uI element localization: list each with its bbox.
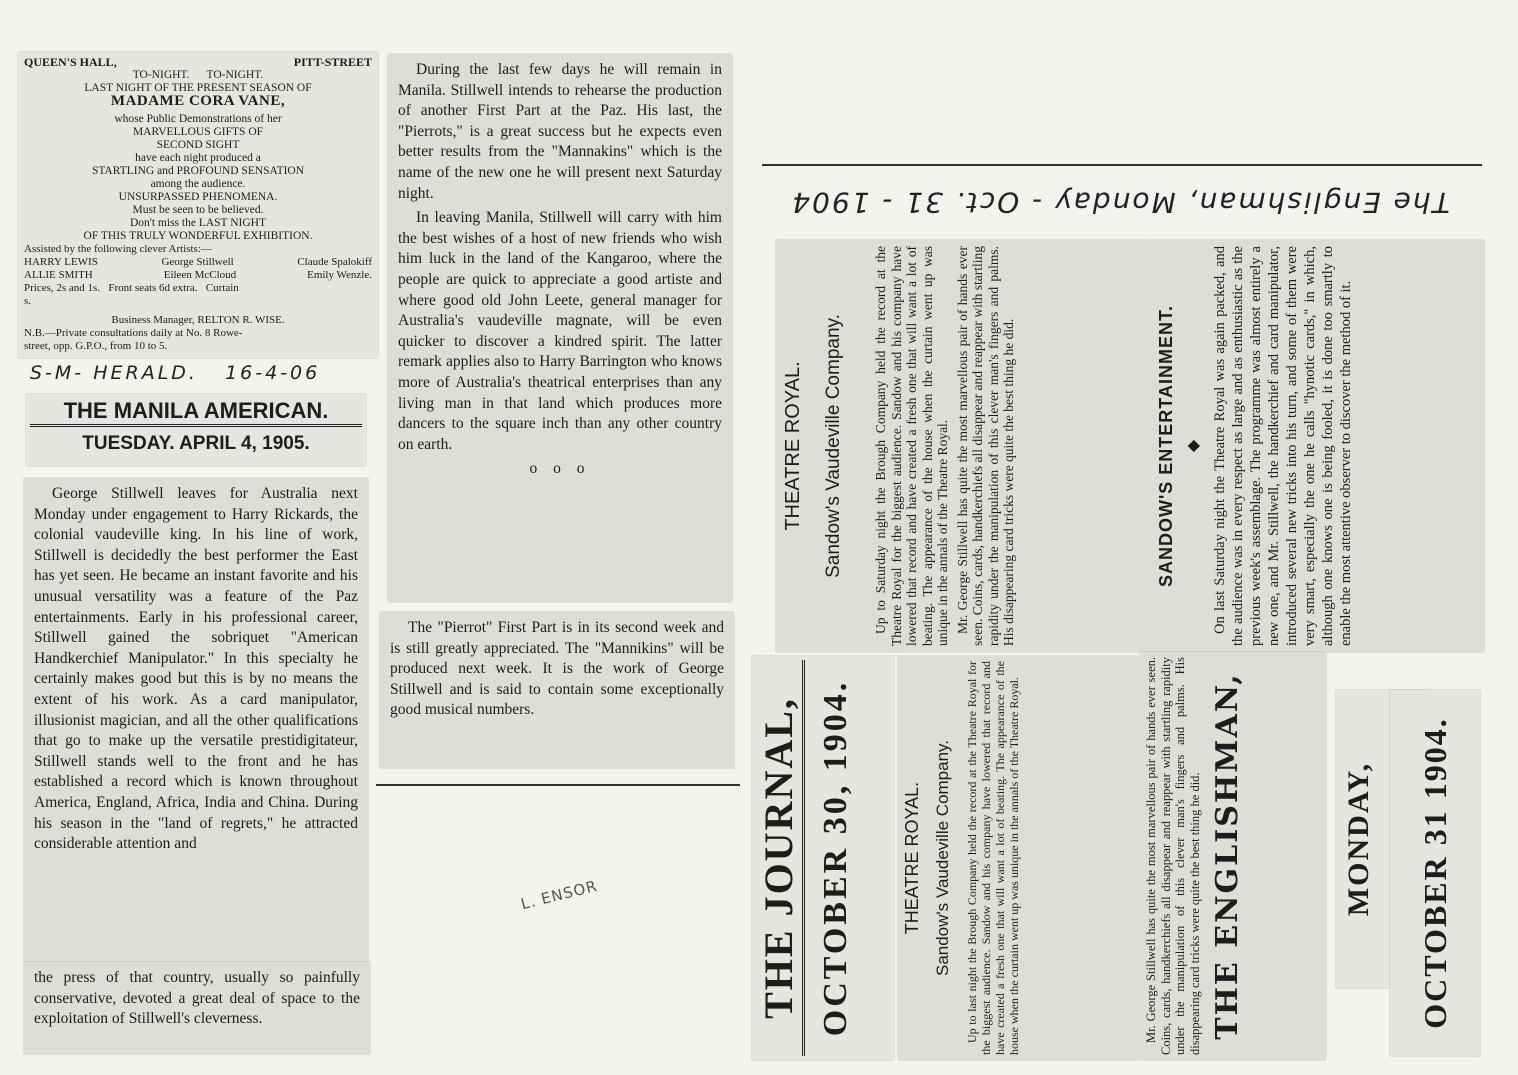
article-paragraph: Up to last night the Brough Company held the record at the Theatre Royal for the biggest audience. Sandow and his company have lowered that record and have created a fresh one that will want a lot of beating. The appearance of the house when the curtain went up was unique in the annals of the Theatre Royal. [965, 661, 1021, 1055]
stillwell-article-col2 [388, 54, 732, 602]
sandow-entertainment-clipping [1150, 240, 1484, 652]
theatre-royal-text [1144, 657, 1202, 1055]
advert-street: PITT-STREET [293, 55, 372, 69]
divider-line [762, 164, 1482, 166]
journal-masthead [752, 656, 894, 1060]
manila-masthead [26, 394, 366, 466]
englishman-annotation: The Englishman, Monday - Oct. 31 - 1904 [790, 186, 1450, 219]
ensor-stamp: L. ENSOR [518, 876, 600, 914]
advert-gifts: MARVELLOUS GIFTS OF [132, 126, 264, 138]
article-paragraph: Mr. George Stillwell has quite the most marvellous pair of hands ever seen. Coins, cards, handkerchiefs all disappear and reappear with startling rapidity under the manipulation of this clever man's fingers and palms. His disappearing card tricks were quite the best thing he did. [954, 246, 1016, 646]
advert-unsurpassed: UNSURPASSED PHENOMENA. [118, 191, 278, 203]
englishman-title: THE ENGLISHMAN, [1210, 672, 1245, 1040]
advert-believed: Must be seen to be believed. [132, 204, 264, 216]
stillwell-article-col1 [24, 478, 368, 962]
article-ornament: o o o [529, 460, 591, 478]
artist-name: George Stillwell [161, 256, 234, 268]
rotated-content [902, 661, 1134, 1055]
advert-dont-miss: Don't miss the LAST NIGHT [129, 217, 267, 229]
rotated-content [1400, 693, 1470, 1053]
advert-exhibition: OF THIS TRULY WONDERFUL EXHIBITION. [83, 230, 313, 242]
theatre-royal-heading: THEATRE ROYAL. [902, 781, 922, 935]
artist-name: ALLIE SMITH [24, 269, 93, 281]
article-paragraph: Mr. George Stillwell has quite the most marvellous pair of hands ever seen. Coins, cards, handkerchiefs all disappear and reappear with startling rapidity under the manipulation of this clever man's fingers and palms. His disappearing card tricks were quite the best thing he did. [1144, 657, 1202, 1055]
rotated-content [782, 246, 1142, 646]
sandow-text [1211, 246, 1355, 646]
sandow-heading: SANDOW'S ENTERTAINMENT. [1156, 305, 1176, 587]
monday-label: MONDAY, [1342, 761, 1375, 917]
advert-venue: QUEEN'S HALL, [24, 55, 117, 69]
artist-name: Claude Spalokiff [297, 256, 372, 268]
advert-nb-end: street, opp. G.P.O., from 10 to 5. [24, 340, 168, 352]
advert-sensation: STARTLING and PROFOUND SENSATION [91, 165, 305, 177]
divider-line [376, 784, 740, 786]
stillwell-article-continued [24, 962, 370, 1054]
advert-tonight: TO-NIGHT. TO-NIGHT. [132, 69, 264, 81]
rotated-content [755, 660, 891, 1056]
manila-title: THE MANILA AMERICAN. [30, 394, 362, 427]
stillwell-article-col2-end [380, 612, 734, 768]
article-paragraph: In leaving Manila, Stillwell will carry with him the best wishes of a host of new friends who wish him luck in the land of the Kangaroo, where the people are quick to appreciate a good artiste and where good old John Leete, general manager for Australia's vaudeville magnate, will be even quicker to discover a kindred spirit. The latter remark applies also to Harry Barrington who knows more of Australia's theatrical enterprises than any living man in that land which produces more dancers to the square inch than any other country on earth. [398, 209, 722, 453]
theatre-royal-heading: THEATRE ROYAL. [782, 361, 804, 531]
article-paragraph: The "Pierrot" First Part is in its second week and is still greatly appreciated. The "Mannikins" will be produced next week. It is the work of George Stillwell and is said to contain some exceptionally good musical numbers. [390, 619, 724, 719]
advert-last-night: LAST NIGHT OF THE PRESENT SEASON OF [84, 82, 312, 94]
advert-assisted: Assisted by the following clever Artists:— [24, 243, 212, 255]
advert-second-sight: SECOND SIGHT [156, 139, 240, 151]
herald-annotation: S-M- HERALD. 16-4-06 [30, 362, 321, 384]
manila-date: TUESDAY. APRIL 4, 1905. [82, 433, 310, 454]
advert-nb: N.B.—Private consultations daily at No. 8 Rowe- [24, 327, 243, 339]
advert-artists [24, 243, 372, 353]
rotated-content [1156, 246, 1478, 646]
theatre-royal-clipping-bottom [898, 656, 1138, 1060]
theatre-royal-subheading: Sandow's Vaudeville Company. [933, 739, 952, 977]
advert-among: among the audience. [150, 178, 246, 190]
queens-hall-advert [18, 52, 378, 358]
theatre-royal-subheading: Sandow's Vaudeville Company. [823, 314, 844, 578]
englishman-date: OCTOBER 31 1904. [1417, 717, 1453, 1029]
article-paragraph: Up to Saturday night the Brough Company held the record at the Theatre Royal for the biggest audience. Sandow and his company have lowered that record and have created a fresh one that will want a lot of beating. The appearance of the house when the curtain went up was unique in the annals of the Theatre Royal. [873, 246, 950, 646]
journal-date: OCTOBER 30, 1904. [817, 679, 854, 1037]
advert-manager: Business Manager, RELTON R. WISE. [111, 314, 285, 326]
theatre-royal-clipping-bottom-2 [1140, 652, 1326, 1060]
artists-row [24, 256, 372, 269]
artist-name: Emily Wenzle. [307, 269, 372, 281]
theatre-royal-text [873, 246, 1017, 646]
advert-header [24, 56, 372, 69]
advert-prices: Prices, 2s and 1s. Front seats 6d extra. Curtain [24, 282, 239, 294]
advert-each-night: have each night produced a [135, 152, 261, 164]
article-paragraph: On last Saturday night the Theatre Royal was again packed, and the audience was in every respect as large and as enthusiastic as the previous week's assemblage. The programme was almost entirely a new one, and Mr. Stillwell, the handkerchief and card manipulator, introduced several new tricks into his turn, and some of them were very smart, especially the one he calls "hynotic cards," in which, although one knows one is being fooled, it is done too smartly to enable the most attentive observer to discover the method of it. [1212, 246, 1354, 646]
theatre-royal-clipping-top [776, 240, 1148, 652]
sandow-ornament: ◆ [1185, 439, 1202, 453]
article-paragraph: George Stillwell leaves for Australia next Monday under engagement to Harry Rickards, the colonial vaudeville king. In his line of work, Stillwell is decidedly the best performer the East has yet seen. He became an instant favorite and his unusual versatility was a feature of the Paz entertainments. Early in his professional career, Stillwell gained the sobriquet "American Handkerchief Manipulator." In this specialty he certainly makes good but this is by no means the extent of his work. As a card manipulator, illusionist magician, and all the other qualifications that go to make up the versatile prestidigitateur, Stillwell stands well to the front and he has established a record which is known throughout America, England, Africa, India and China. During his season in the "land of regrets," he attracted considerable attention and [34, 485, 358, 853]
rotated-content [1144, 657, 1322, 1055]
article-paragraph: During the last few days he will remain in Manila. Stillwell intends to rehearse the production of another First Part at the Paz. His last, the "Pierrots," is a great success but he expects even better results from the "Mannakins" which is the name of the new one he will present next Saturday night. [398, 61, 722, 202]
journal-title: THE JOURNAL, [755, 660, 805, 1056]
artist-name: HARRY LEWIS [24, 256, 98, 268]
advert-prices-end: s. [24, 295, 32, 307]
advert-whose: whose Public Demonstrations of her [114, 113, 282, 125]
artists-row [24, 269, 372, 282]
theatre-royal-text [965, 661, 1021, 1055]
englishman-date-strip [1390, 690, 1480, 1056]
advert-performer: MADAME CORA VANE, [110, 93, 286, 109]
artist-name: Eileen McCloud [163, 269, 237, 281]
article-paragraph: the press of that country, usually so painfully conservative, devoted a great deal of space to the exploitation of Stillwell's cleverness. [34, 969, 360, 1028]
